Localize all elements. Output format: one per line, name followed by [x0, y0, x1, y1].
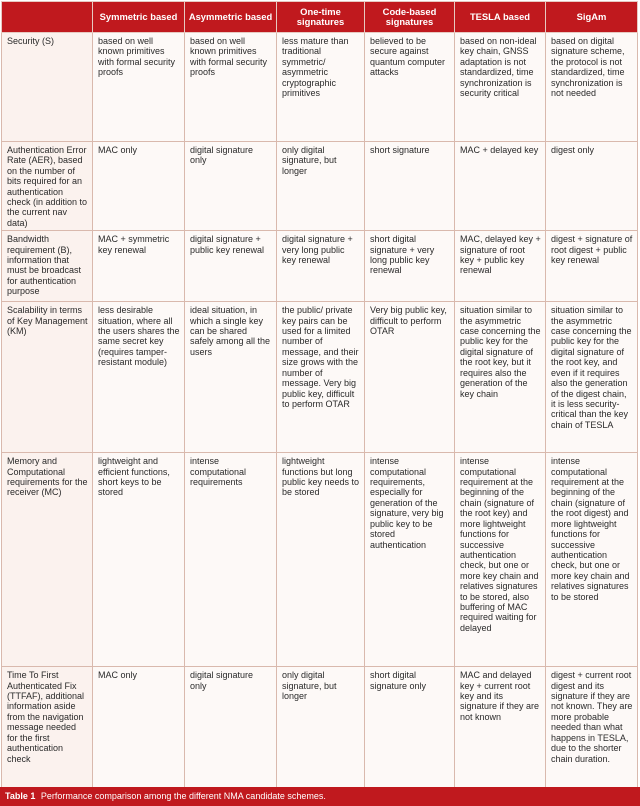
table-row-security — [2, 33, 638, 142]
caption-label: Table 1 — [5, 791, 36, 801]
table-row-memory — [2, 453, 638, 667]
caption-text: Performance comparison among the different NMA candidate schemes. — [40, 791, 326, 801]
table-cell: situation similar to the asymmetric case concerning the public key for the digital signature of the root key, and even if it requires also the generation of the digest chain, it is less security-critical than the key chain of TESLA — [546, 302, 638, 453]
row-header-cell: Authentication Error Rate (AER), based on the number of bits required for an authentication check (in addition to the current nav data) — [2, 142, 93, 231]
table-cell: believed to be secure against quantum computer attacks — [365, 33, 455, 142]
table-cell: digest + signature of root digest + public key renewal — [546, 231, 638, 302]
table-cell: only digital signature, but longer — [277, 142, 365, 231]
table-cell: intense computational requirements — [185, 453, 277, 667]
table-cell: digital signature + very long public key renewal — [277, 231, 365, 302]
table-cell: MAC and delayed key + current root key and its signature if they are not known — [455, 667, 546, 790]
header-cell-code-based: Code-based signatures — [365, 2, 455, 33]
header-cell-corner — [2, 2, 93, 33]
table-cell: short digital signature only — [365, 667, 455, 790]
table-cell: digital signature only — [185, 142, 277, 231]
table-cell: MAC, delayed key + signature of root key + public key renewal — [455, 231, 546, 302]
table-cell: MAC only — [93, 667, 185, 790]
table-cell: digital signature only — [185, 667, 277, 790]
table-cell: intense computational requirement at the beginning of the chain (signature of the root key) and more lightweight functions for successive authentication check, but one or more key chain and relatives signatures to be stored, also buffering of MAC required waiting for delayed — [455, 453, 546, 667]
table-row-aer — [2, 142, 638, 231]
table-cell: MAC only — [93, 142, 185, 231]
header-cell-asymmetric: Asymmetric based — [185, 2, 277, 33]
table-cell: digital signature + public key renewal — [185, 231, 277, 302]
table-cell: short signature — [365, 142, 455, 231]
row-header-cell: Security (S) — [2, 33, 93, 142]
table-cell: less desirable situation, where all the users shares the same secret key (requires tamper-resistant module) — [93, 302, 185, 453]
header-cell-symmetric: Symmetric based — [93, 2, 185, 33]
table-cell: intense computational requirements, especially for generation of the signature, very big public key to be stored authentication — [365, 453, 455, 667]
table-cell: ideal situation, in which a single key can be shared safely among all the users — [185, 302, 277, 453]
table-cell: less mature than traditional symmetric/ asymmetric cryptographic primitives — [277, 33, 365, 142]
header-cell-sigam: SigAm — [546, 2, 638, 33]
table-row-ttfaf — [2, 667, 638, 790]
table-cell: based on digital signature scheme, the protocol is not standardized, time synchronization is not needed — [546, 33, 638, 142]
table-cell: lightweight and efficient functions, short keys to be stored — [93, 453, 185, 667]
table-cell: only digital signature, but longer — [277, 667, 365, 790]
table-row-scalability — [2, 302, 638, 453]
header-cell-tesla: TESLA based — [455, 2, 546, 33]
header-cell-one-time: One-time signatures — [277, 2, 365, 33]
table-cell: Very big public key, difficult to perform OTAR — [365, 302, 455, 453]
table-cell: digest only — [546, 142, 638, 231]
table-cell: situation similar to the asymmetric case concerning the public key for the digital signature of the root key, but it requires also the generation of the key chain — [455, 302, 546, 453]
row-header-cell: Time To First Authenticated Fix (TTFAF), additional information aside from the navigation message needed for the first authentication check — [2, 667, 93, 790]
table-cell: based on non-ideal key chain, GNSS adaptation is not standardized, time synchronization is security critical — [455, 33, 546, 142]
row-header-cell: Bandwidth requirement (B), information that must be broadcast for authentication purpose — [2, 231, 93, 302]
table-cell: digest + current root digest and its signature if they are not known. They are more probable needed than what happens in TESLA, due to the shorter chain duration. — [546, 667, 638, 790]
comparison-table — [1, 1, 638, 790]
table-cell: the public/ private key pairs can be used for a limited number of message, and their size grows with the number of message. Very big public key, difficult to perform OTAR — [277, 302, 365, 453]
table-cell: based on well known primitives with formal security proofs — [185, 33, 277, 142]
table-caption — [0, 787, 640, 806]
table-cell: lightweight functions but long public key needs to be stored — [277, 453, 365, 667]
table-row-bandwidth — [2, 231, 638, 302]
table-cell: short digital signature + very long public key renewal — [365, 231, 455, 302]
table-cell: based on well known primitives with formal security proofs — [93, 33, 185, 142]
row-header-cell: Scalability in terms of Key Management (KM) — [2, 302, 93, 453]
row-header-cell: Memory and Computational requirements for the receiver (MC) — [2, 453, 93, 667]
header-row — [2, 2, 638, 33]
table-cell: MAC + delayed key — [455, 142, 546, 231]
table-cell: MAC + symmetric key renewal — [93, 231, 185, 302]
table-cell: intense computational requirement at the beginning of the chain (signature of the root digest) and more lightweight functions for successive authentication check, but one or more key chain and relatives signatures to be stored — [546, 453, 638, 667]
